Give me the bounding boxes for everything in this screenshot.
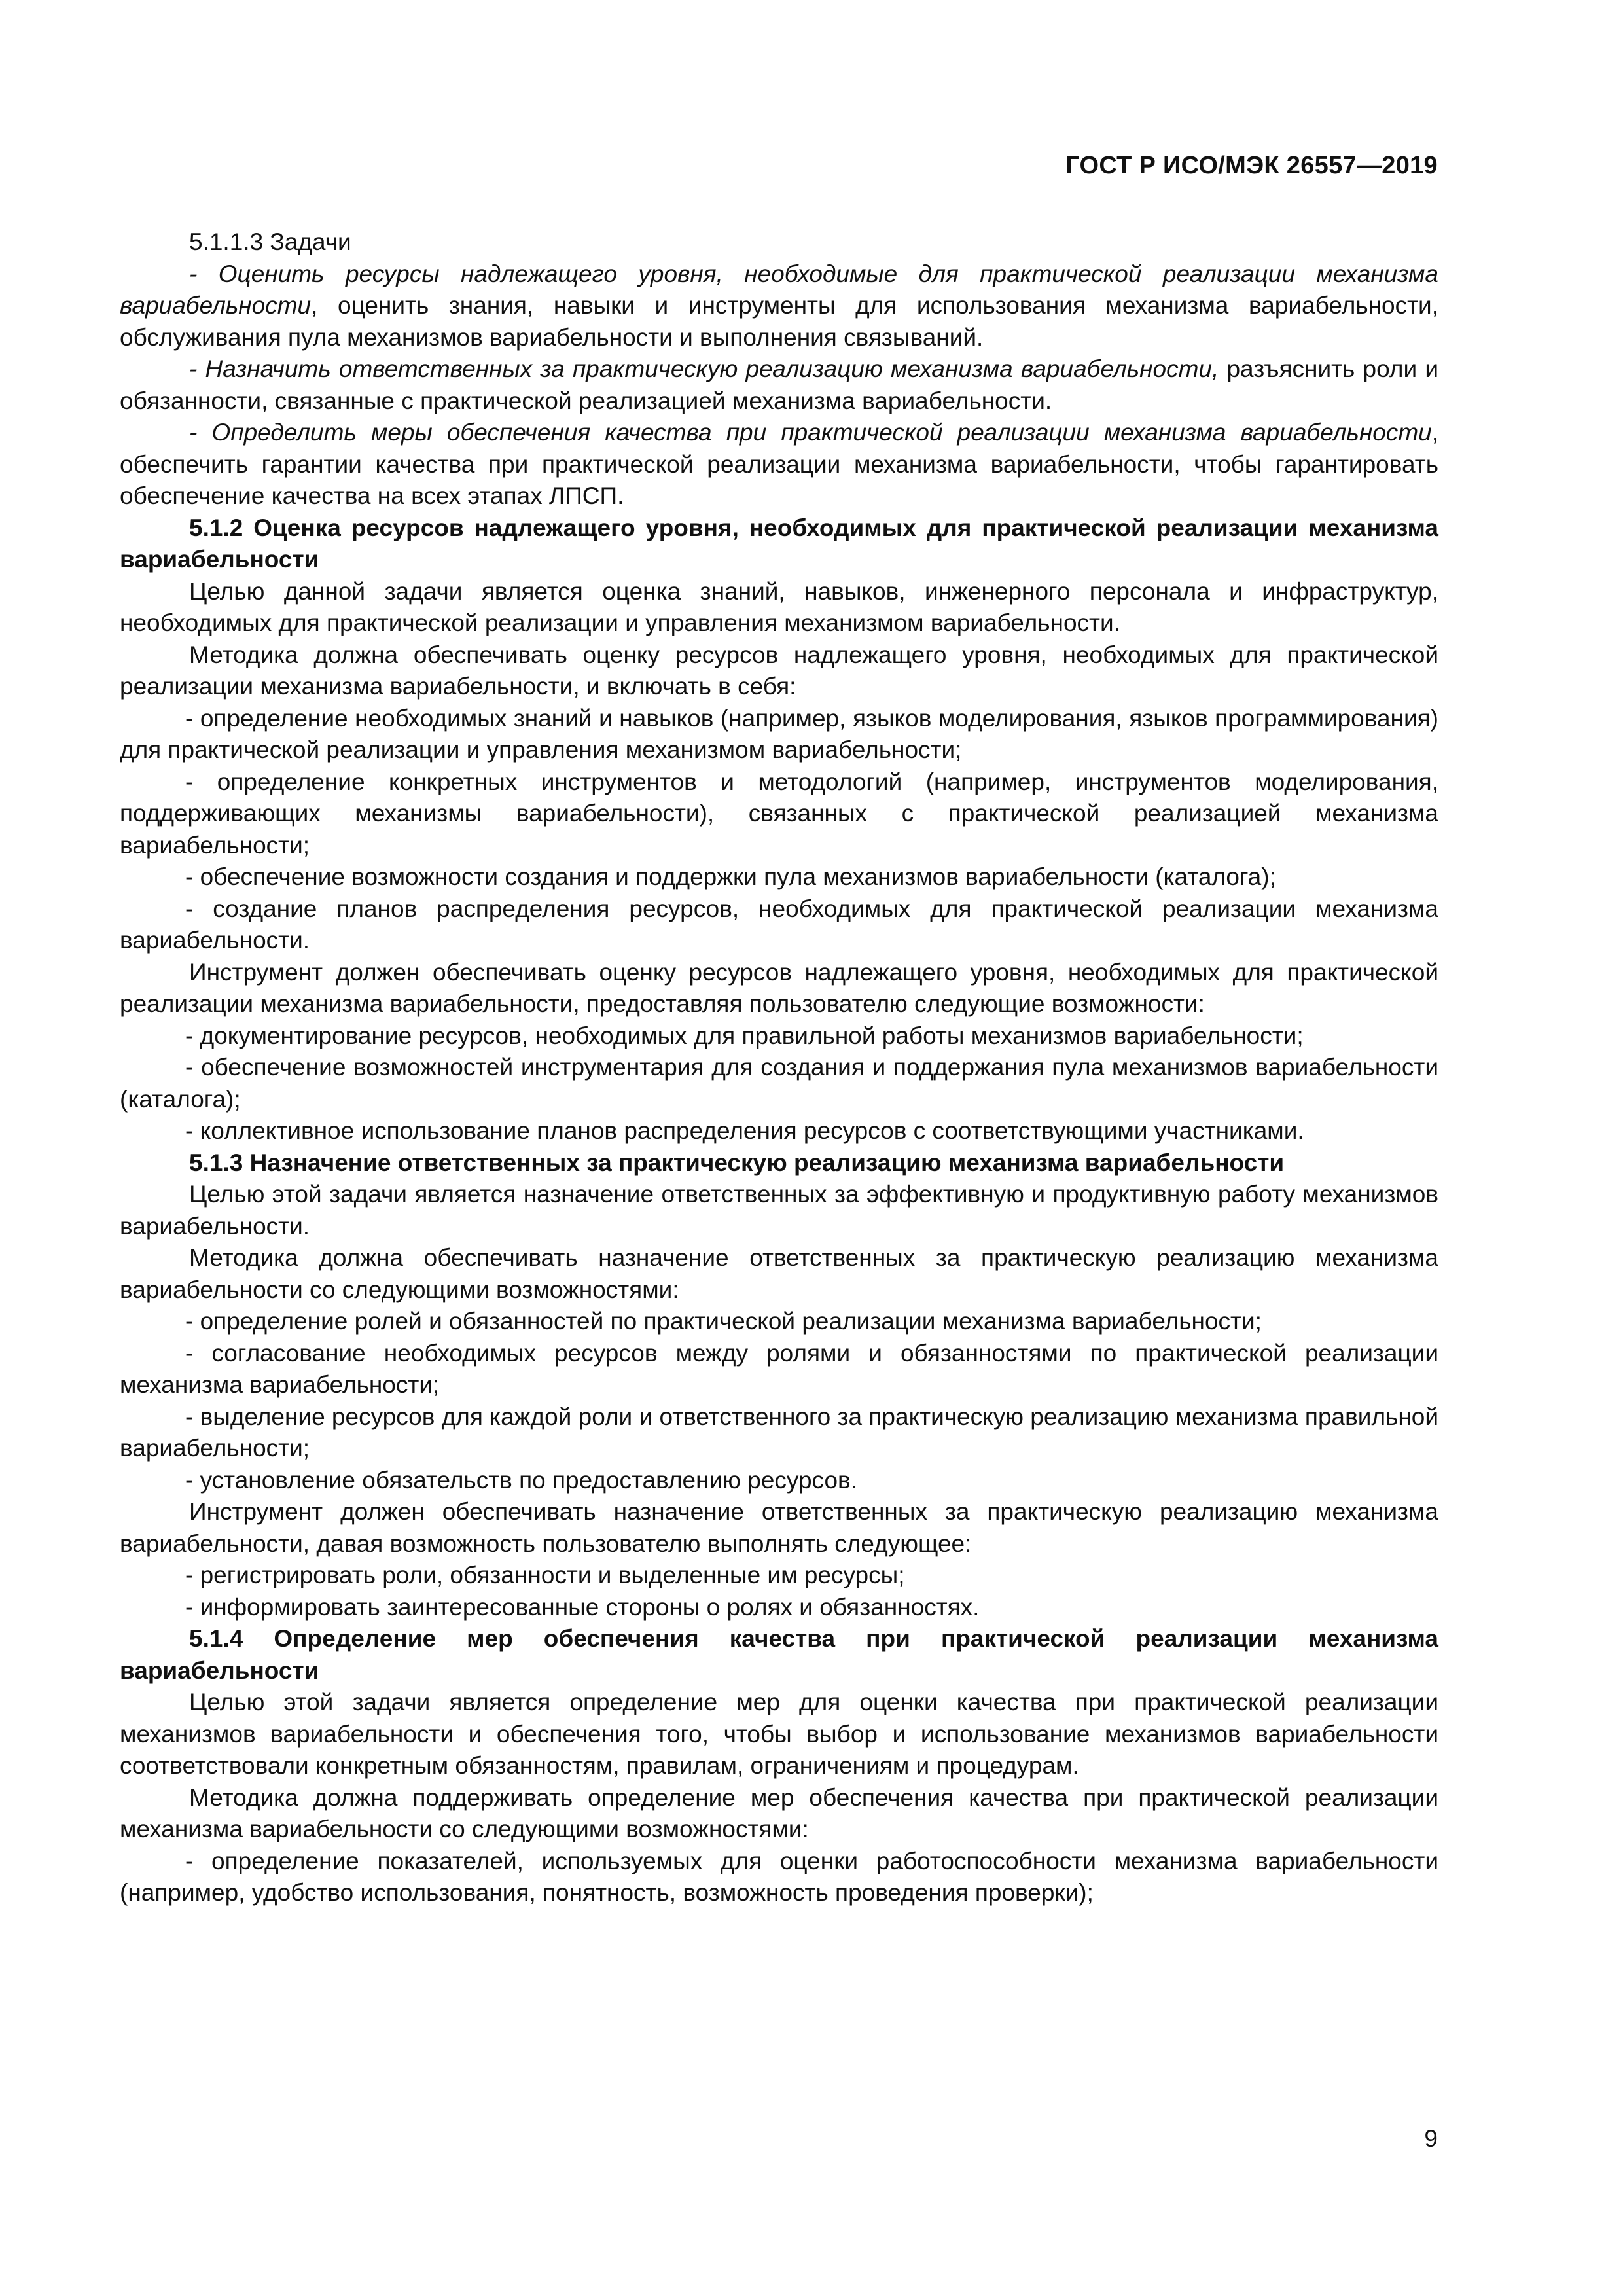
- task-item-2: [120, 353, 1438, 417]
- section-5-1-3-heading: 5.1.3 Назначение ответственных за практическую реализацию механизма вариабельности: [189, 1149, 1285, 1176]
- list-item: - определение конкретных инструментов и методологий (например, инструментов моделирования, поддерживающих механизмы вариабельности), связанных с практической реализацией механизма вариабельности;: [120, 768, 1438, 859]
- section-5-1-4-goal: Целью этой задачи является определение мер для оценки качества при практической реализации механизмов вариабельности и обеспечения того, чтобы выбор и использование механизмов вариабельности соответствовали конкретным обязанностям, правилам, ограничениям и процедурам.: [120, 1689, 1438, 1779]
- section-5-1-3-goal: Целью этой задачи является назначение ответственных за эффективную и продуктивную работу механизмов вариабельности.: [120, 1181, 1438, 1240]
- list-item: - выделение ресурсов для каждой роли и ответственного за практическую реализацию механизма правильной вариабельности;: [120, 1403, 1438, 1462]
- list-item: - информировать заинтересованные стороны о ролях и обязанностях.: [185, 1593, 980, 1621]
- list-item: - создание планов распределения ресурсов, необходимых для практической реализации механизма вариабельности.: [120, 895, 1438, 954]
- task-item-3-text: , обеспечить гарантии качества при практической реализации механизма вариабельности, чтобы гарантировать обеспечение качества на всех этапах ЛПСП.: [120, 419, 1438, 509]
- list-item: - определение показателей, используемых для оценки работоспособности механизма вариабельности (например, удобство использования, понятность, возможность проведения проверки);: [120, 1847, 1438, 1906]
- section-5-1-3-method-intro: Методика должна обеспечивать назначение ответственных за практическую реализацию механизма вариабельности со следующими возможностями:: [120, 1244, 1438, 1303]
- list-item: - коллективное использование планов распределения ресурсов с соответствующими участниками.: [185, 1117, 1304, 1144]
- list-item: - установление обязательств по предоставлению ресурсов.: [185, 1466, 857, 1494]
- list-item: - обеспечение возможности создания и поддержки пула механизмов вариабельности (каталога);: [185, 863, 1276, 890]
- subsection-title: 5.1.1.3 Задачи: [189, 228, 351, 255]
- task-item-3: [120, 417, 1438, 512]
- list-item: - согласование необходимых ресурсов между ролями и обязанностями по практической реализации механизма вариабельности;: [120, 1339, 1438, 1398]
- list-item: - документирование ресурсов, необходимых для правильной работы механизмов вариабельности;: [185, 1022, 1304, 1049]
- section-5-1-2-goal: Целью данной задачи является оценка знаний, навыков, инженерного персонала и инфраструктур, необходимых для практической реализации и управления механизмом вариабельности.: [120, 577, 1438, 636]
- section-5-1-4-heading: 5.1.4 Определение мер обеспечения качества при практической реализации механизма вариабельности: [120, 1625, 1438, 1684]
- section-5-1-2-tool-intro: Инструмент должен обеспечивать оценку ресурсов надлежащего уровня, необходимых для практической реализации механизма вариабельности, предоставляя пользователю следующие возможности:: [120, 958, 1438, 1017]
- task-item-2-italic: - Назначить ответственных за практическую реализацию механизма вариабельности,: [189, 355, 1219, 382]
- list-item: - регистрировать роли, обязанности и выделенные им ресурсы;: [185, 1562, 905, 1588]
- section-5-1-2-method-intro: Методика должна обеспечивать оценку ресурсов надлежащего уровня, необходимых для практической реализации механизма вариабельности, и включать в себя:: [120, 641, 1438, 700]
- task-item-1: [120, 259, 1438, 354]
- section-5-1-4-method-intro: Методика должна поддерживать определение мер обеспечения качества при практической реализации механизма вариабельности со следующими возможностями:: [120, 1784, 1438, 1842]
- task-item-1-italic: - Оценить ресурсы надлежащего уровня, необходимые для практической реализации механизма вариабельности: [120, 260, 1438, 319]
- task-item-3-italic: - Определить меры обеспечения качества при практической реализации механизма вариабельности: [189, 419, 1432, 446]
- list-item: - определение ролей и обязанностей по практической реализации механизма вариабельности;: [185, 1308, 1262, 1335]
- task-item-2-text: разъяснить роли и обязанности, связанные с практической реализацией механизма вариабельности.: [120, 355, 1439, 414]
- section-5-1-3-tool-intro: Инструмент должен обеспечивать назначение ответственных за практическую реализацию механизма вариабельности, давая возможность пользователю выполнять следующее:: [120, 1498, 1438, 1557]
- list-item: - обеспечение возможностей инструментария для создания и поддержания пула механизмов вариабельности (каталога);: [120, 1054, 1438, 1113]
- list-item: - определение необходимых знаний и навыков (например, языков моделирования, языков программирования) для практической реализации и управления механизмом вариабельности;: [120, 704, 1438, 763]
- page-body: [120, 226, 1438, 1909]
- section-5-1-2-heading: 5.1.2 Оценка ресурсов надлежащего уровня, необходимых для практической реализации механизма вариабельности: [120, 514, 1438, 573]
- task-item-1-text: , оценить знания, навыки и инструменты для использования механизма вариабельности, обслуживания пула механизмов вариабельности и выполнения связываний.: [120, 292, 1438, 351]
- page-number: 9: [1424, 2125, 1438, 2152]
- document-code-header: ГОСТ Р ИСО/МЭК 26557—2019: [1065, 152, 1438, 179]
